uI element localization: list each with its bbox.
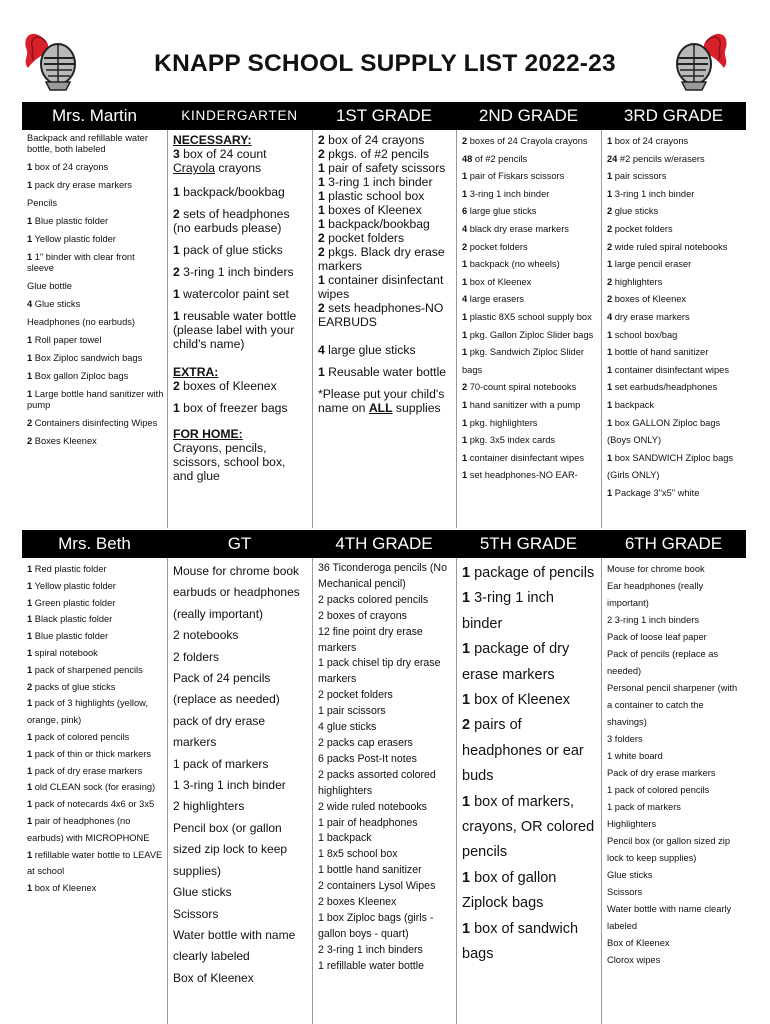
list-item: 1 pack of markers: [173, 756, 269, 771]
list-item: Glue sticks: [173, 885, 232, 900]
list-item: 3 box of 24 count Crayola crayons: [173, 147, 267, 175]
header-3rd-grade: 3RD GRADE: [623, 106, 724, 125]
list-item: 2 pkgs. Black dry erase markers: [318, 245, 445, 273]
list-item: Box of Kleenex: [607, 938, 670, 948]
list-item: 24 #2 pencils w/erasers: [607, 153, 705, 164]
list-item: 1 pack chisel tip dry erase markers: [318, 657, 441, 686]
list-item: 3 folders: [607, 734, 643, 744]
header-6th-grade: 6TH GRADE: [624, 534, 723, 553]
necessary-label: NECESSARY:: [173, 133, 252, 147]
2nd-grade-list: [456, 130, 601, 528]
list-item: 1 pack of 3 highlights (yellow, orange, pink): [27, 698, 148, 726]
list-item: 1 pair of headphones: [318, 816, 418, 829]
list-item: 1 reusable water bottle (please label with your child's name): [173, 309, 297, 351]
list-item: Scissors: [173, 906, 219, 921]
list-item: 4 Glue sticks: [27, 299, 81, 309]
bottom-header-bar: [22, 530, 746, 558]
list-item: 2 pocket folders: [462, 241, 528, 252]
list-item: 2 box of 24 crayons: [318, 133, 425, 147]
list-item: 2 70-count spiral notebooks: [462, 382, 577, 393]
list-item: 1 box of freezer bags: [173, 401, 288, 415]
list-item: Glue sticks: [607, 870, 653, 880]
list-item: 1 pack of colored pencils: [607, 785, 710, 795]
list-item: 1 pack of markers: [607, 802, 681, 812]
list-item: 1 pair of safety scissors: [318, 161, 446, 175]
list-item: 1 Box Ziploc sandwich bags: [27, 353, 143, 363]
list-item: 1 Red plastic folder: [27, 564, 107, 574]
list-item: 1 box of markers, crayons, OR colored pencils: [462, 793, 595, 861]
list-item: 36 Ticonderoga pencils (No Mechanical pencil): [318, 562, 447, 590]
list-item: 1 pack dry erase markers: [27, 180, 132, 190]
list-item: 4 large erasers: [462, 294, 525, 305]
list-item: 2 boxes of 24 Crayola crayons: [462, 136, 588, 146]
list-item: Glue bottle: [27, 281, 72, 291]
list-item: 2 pairs of headphones or ear buds: [462, 717, 584, 785]
list-item: 1 3-ring 1 inch binder: [173, 778, 286, 793]
list-item: Backpack and refillable water bottle, both labeled: [27, 133, 148, 154]
list-item: 1 Reusable water bottle: [318, 365, 447, 379]
list-item: 1 pair of headphones (no earbuds) with MICROPHONE: [27, 815, 150, 843]
list-item: 2 pocket folders: [607, 223, 673, 234]
list-item: 12 fine point dry erase markers: [318, 625, 423, 654]
list-item: 1 8x5 school box: [318, 848, 398, 861]
mrs-beth-list: [22, 558, 167, 1024]
list-item: 1 3-ring 1 inch binder: [462, 188, 550, 199]
list-item: 1 bottle of hand sanitizer: [607, 347, 709, 358]
list-item: 1 pkg. Sandwich Ziploc Slider bags: [462, 347, 584, 375]
for-home-label: FOR HOME:: [173, 427, 243, 441]
list-item: 4 glue sticks: [318, 721, 377, 734]
list-item: 2 Containers disinfecting Wipes: [27, 418, 158, 428]
list-item: 2 highlighters: [607, 276, 663, 287]
list-item: 1 backpack/bookbag: [318, 217, 430, 231]
list-item: 1 Blue plastic folder: [27, 631, 109, 642]
list-item: 2 wide ruled notebooks: [318, 800, 427, 813]
header-4th-grade: 4TH GRADE: [335, 534, 433, 553]
list-item: 1 pack of thin or thick markers: [27, 748, 152, 759]
list-item: 1 box of 24 crayons: [27, 162, 109, 172]
list-item: 2 3-ring 1 inch binders: [318, 943, 423, 956]
header-mrs-martin: Mrs. Martin: [52, 106, 137, 125]
list-item: 1 package of dry erase markers: [462, 641, 570, 683]
header-2nd-grade: 2ND GRADE: [478, 106, 579, 125]
list-item: 1 set headphones-NO EAR-: [462, 470, 578, 481]
list-item: Mouse for chrome book: [607, 564, 705, 574]
list-item: Pack of 24 pencils (replace as needed): [173, 671, 280, 707]
list-item: 2 folders: [173, 649, 220, 664]
list-item: 2 pkgs. of #2 pencils: [318, 147, 430, 161]
list-item: 2 boxes of Kleenex: [173, 379, 277, 393]
list-item: 2 packs assorted colored highlighters: [318, 768, 436, 797]
list-item: 1 large pencil eraser: [607, 259, 692, 270]
list-item: Pack of loose leaf paper: [607, 632, 707, 642]
list-item: pack of dry erase markers: [173, 713, 266, 750]
list-item: 1 pkg. 3x5 index cards: [462, 435, 556, 446]
list-item: 2 highlighters: [173, 799, 245, 814]
list-item: Pencil box (or gallon sized zip lock to keep supplies): [173, 820, 288, 878]
list-item: Pencil box (or gallon sized zip lock to keep supplies): [607, 836, 730, 863]
5th-grade-list: [456, 558, 601, 1024]
list-item: 1 3-ring 1 inch binder: [462, 590, 554, 632]
list-item: 1 pair scissors: [318, 705, 386, 718]
list-item: 1 pack of colored pencils: [27, 731, 130, 742]
list-item: 2 sets headphones-NO EARBUDS: [318, 301, 444, 329]
list-item: earbuds or headphones (really important): [173, 585, 300, 621]
header-kindergarten: KINDERGARTEN: [181, 108, 298, 123]
list-item: 1 backpack/bookbag: [173, 185, 285, 199]
list-item: Ear headphones (really important): [607, 581, 704, 608]
list-item: Pencils: [27, 198, 57, 208]
list-item: 1 3-ring 1 inch binder: [318, 175, 433, 189]
list-item: 2 packs of glue sticks: [27, 681, 116, 692]
list-item: 1 box of Kleenex: [462, 276, 532, 287]
list-item: 1 plastic 8X5 school supply box: [462, 311, 592, 322]
list-item: Water bottle with name clearly labeled: [607, 904, 732, 931]
1st-grade-list: [312, 130, 456, 528]
list-item: 1 watercolor paint set: [173, 287, 289, 301]
header-gt: GT: [227, 534, 252, 553]
list-item: 1 Green plastic folder: [27, 597, 116, 608]
extra-label: EXTRA:: [173, 365, 219, 379]
list-item: 1 spiral notebook: [27, 647, 98, 658]
list-item: 6 large glue sticks: [462, 206, 537, 217]
list-item: 1 Large bottle hand sanitizer with pump: [27, 389, 164, 410]
list-item: 1 pair of Fiskars scissors: [462, 171, 565, 182]
header-5th-grade: 5TH GRADE: [479, 534, 578, 553]
list-item: 1 Box gallon Ziploc bags: [27, 371, 129, 381]
list-item: 1 set earbuds/headphones: [607, 382, 718, 393]
list-item: 2 boxes of Kleenex: [607, 294, 687, 305]
list-item: 2 sets of headphones (no earbuds please): [173, 207, 290, 235]
list-item: 2 3-ring 1 inch binders: [173, 265, 294, 279]
list-item: 1 pkg. Gallon Ziploc Slider bags: [462, 329, 594, 340]
list-item: 2 notebooks: [173, 628, 239, 643]
list-item: 1 pkg. highlighters: [462, 417, 538, 428]
list-item: 1 box SANDWICH Ziploc bags (Girls ONLY): [607, 452, 734, 481]
list-item: 1 3-ring 1 inch binder: [607, 188, 695, 199]
list-item: 1 refillable water bottle to LEAVE at school: [27, 849, 163, 877]
list-item: 1 box of gallon Ziplock bags: [462, 869, 557, 912]
4th-grade-list: [312, 558, 456, 1024]
list-item: 1 package of pencils: [462, 565, 595, 581]
list-item: 1 box GALLON Ziploc bags (Boys ONLY): [607, 417, 721, 446]
page-title: KNAPP SCHOOL SUPPLY LIST 2022-23: [154, 50, 616, 77]
list-item: 2 packs colored pencils: [318, 593, 429, 606]
list-item: 1 box of sandwich bags: [462, 920, 579, 963]
list-item: 1 pack of glue sticks: [173, 243, 283, 257]
label-note: *Please put your child's name on ALL supplies: [318, 387, 445, 415]
list-item: 1 backpack: [318, 832, 372, 845]
list-item: 2 boxes Kleenex: [318, 896, 397, 909]
list-item: 1 backpack (no wheels): [462, 259, 560, 270]
list-item: 2 3-ring 1 inch binders: [607, 615, 699, 625]
list-item: 4 black dry erase markers: [462, 223, 569, 234]
list-item: 1 1" binder with clear front sleeve: [27, 252, 135, 273]
list-item: Mouse for chrome book: [173, 564, 300, 578]
list-item: Clorox wipes: [607, 955, 661, 965]
list-item: 1 Black plastic folder: [27, 614, 113, 625]
list-item: 1 Yellow plastic folder: [27, 234, 116, 244]
list-item: 1 Yellow plastic folder: [27, 580, 116, 591]
list-item: Personal pencil sharpener (with a container to catch the shavings): [607, 683, 738, 727]
list-item: 1 old CLEAN sock (for erasing): [27, 782, 156, 793]
list-item: 2 packs cap erasers: [318, 736, 413, 749]
list-item: Pack of dry erase markers: [607, 768, 716, 778]
list-item: 2 boxes of crayons: [318, 609, 407, 622]
list-item: 1 Roll paper towel: [27, 335, 102, 345]
6th-grade-list: [601, 558, 746, 1024]
list-item: 1 box of Kleenex: [462, 692, 571, 709]
list-item: 1 pair scissors: [607, 171, 667, 182]
list-item: Pack of pencils (replace as needed): [607, 649, 719, 676]
list-item: 4 dry erase markers: [607, 311, 690, 322]
list-item: 48 of #2 pencils: [462, 153, 528, 164]
list-item: 1 Package 3"x5" white: [607, 487, 700, 498]
list-item: 2 glue sticks: [607, 206, 659, 217]
list-item: 1 box Ziploc bags (girls - gallon boys - quart): [318, 911, 434, 940]
list-item: 1 refillable water bottle: [318, 959, 424, 972]
list-item: 1 hand sanitizer with a pump: [462, 399, 581, 410]
list-item: 1 box of 24 crayons: [607, 136, 689, 146]
list-item: 1 pack of dry erase markers: [27, 765, 143, 776]
list-item: Water bottle with name clearly labeled: [173, 927, 296, 964]
list-item: Scissors: [607, 887, 643, 897]
list-item: 1 pack of sharpened pencils: [27, 664, 143, 675]
list-item: Highlighters: [607, 819, 657, 829]
top-header-bar: [22, 102, 746, 130]
list-item: 1 plastic school box: [318, 189, 425, 203]
kindergarten-list: [167, 130, 312, 528]
list-item: 2 wide ruled spiral notebooks: [607, 241, 728, 252]
list-item: 1 container disinfectant wipes: [462, 452, 584, 463]
list-item: 2 Boxes Kleenex: [27, 436, 97, 446]
list-item: 1 Blue plastic folder: [27, 216, 109, 226]
list-item: 1 container disinfectant wipes: [607, 364, 729, 375]
3rd-grade-list: [601, 130, 746, 528]
list-item: Box of Kleenex: [173, 970, 254, 985]
list-item: 1 boxes of Kleenex: [318, 203, 422, 217]
list-item: 6 packs Post-It notes: [318, 752, 417, 765]
header-mrs-beth: Mrs. Beth: [58, 534, 131, 553]
list-item: 1 white board: [607, 751, 663, 761]
list-item: 1 school box/bag: [607, 329, 678, 340]
list-item: 2 containers Lysol Wipes: [318, 880, 436, 893]
list-item: 1 box of Kleenex: [27, 883, 97, 894]
list-item: 4 large glue sticks: [318, 343, 416, 357]
list-item: Headphones (no earbuds): [27, 317, 136, 327]
for-home-text: Crayons, pencils, scissors, school box, and glue: [173, 441, 286, 483]
gt-list: [167, 558, 312, 1024]
top-row: [22, 130, 746, 528]
bottom-row: [22, 558, 746, 1024]
list-item: 2 pocket folders: [318, 231, 405, 245]
list-item: 1 pack of notecards 4x6 or 3x5: [27, 799, 155, 810]
header-1st-grade: 1ST GRADE: [335, 106, 433, 125]
list-item: 1 bottle hand sanitizer: [318, 864, 422, 877]
mrs-martin-list: [22, 130, 167, 528]
list-item: 1 container disinfectant wipes: [318, 273, 444, 301]
list-item: 2 pocket folders: [318, 689, 393, 702]
list-item: 1 backpack: [607, 399, 655, 410]
